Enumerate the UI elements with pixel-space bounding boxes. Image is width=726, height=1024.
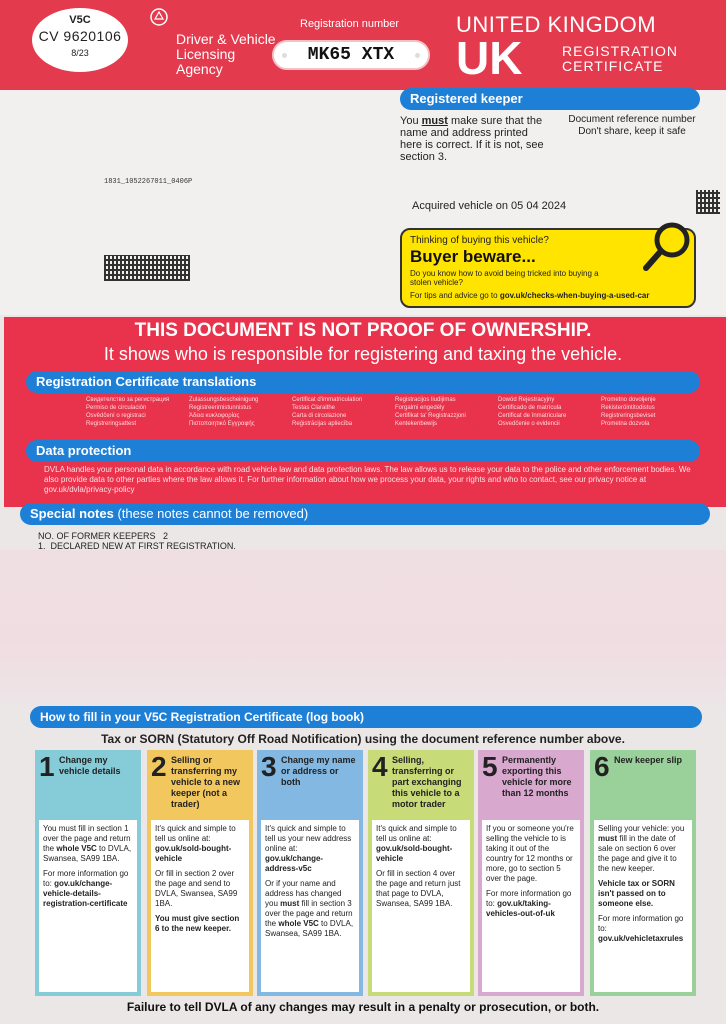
step-number: 4 (372, 751, 388, 782)
acquired-date: Acquired vehicle on 05 04 2024 (412, 200, 567, 212)
step-change-vehicle-details (35, 750, 141, 996)
translation-item: Πιστοποιητικό Εγγραφής (189, 421, 255, 427)
step-exporting (478, 750, 584, 996)
translation-item: Certificat d'immatriculation (292, 397, 363, 403)
special-notes-heading: Special notes (these notes cannot be removed) (20, 503, 710, 525)
translation-item: Registracijos liudijimas (395, 397, 456, 403)
step-title: Permanently exporting this vehicle for more than 12 months (502, 755, 572, 798)
step-title: Change my vehicle details (59, 755, 121, 776)
step-title: Change my name or address or both (281, 755, 356, 787)
step-body: If you or someone you're selling the vehicle to is taking it out of the country for 12 months or more, go to section 5 over the page. For more information go to: gov.uk/taking-vehicles-out-of-uk (482, 820, 580, 992)
translation-item: Osvědčení o registraci (86, 413, 146, 419)
step-number: 3 (261, 751, 277, 782)
step-link[interactable]: gov.uk/sold-bought-vehicle (155, 844, 232, 863)
step-number: 6 (594, 751, 610, 782)
country-code: UK (456, 32, 523, 84)
declared-new: 1. DECLARED NEW AT FIRST REGISTRATION. (38, 541, 236, 551)
step-number: 1 (39, 751, 55, 782)
step-body: It's quick and simple to tell us online at: gov.uk/sold-bought-vehicle Or fill in section 2 over the page and send to DVLA, Swansea, SA99 1BA. You must give section 6 to the new keeper. (151, 820, 249, 992)
translation-item: Prometna dozvola (601, 421, 650, 427)
translation-item: Zulassungsbescheinigung (189, 397, 259, 403)
step-change-name-address (257, 750, 363, 996)
step-body: It's quick and simple to tell us your new address online at: gov.uk/change-address-v5c Or if your name and address has changed you must fill in section 3 over the page and return the whole V5C to DVLA, Swansea, SA99 1BA. (261, 820, 359, 992)
translation-item: Registreringsbeviset (601, 413, 656, 419)
translation-item: Άδεια κυκλοφορίας (189, 413, 240, 419)
royal-crest-icon (148, 6, 170, 28)
translation-item: Osvedčenie o evidencii (498, 421, 560, 427)
beware-text: Do you know how to avoid being tricked into buying a stolen vehicle? (410, 269, 599, 287)
translation-item: Forgalmi engedély (395, 405, 445, 411)
step-link[interactable]: gov.uk/change-address-v5c (265, 854, 324, 873)
data-protection-heading: Data protection (26, 440, 700, 462)
step-link[interactable]: gov.uk/taking-vehicles-out-of-uk (486, 899, 555, 918)
beware-link[interactable]: gov.uk/checks-when-buying-a-used-car (499, 291, 650, 300)
edition: 8/23 (71, 48, 89, 58)
translation-item: Prometno dovoljenje (601, 397, 656, 403)
step-body: Selling your vehicle: you must fill in the date of sale on section 6 over the page and give it to the new keeper. Vehicle tax or SORN isn't passed on to someone else. For more information go to: gov.uk/vehicletaxrules (594, 820, 692, 992)
not-proof-title: THIS DOCUMENT IS NOT PROOF OF OWNERSHIP. (134, 320, 592, 341)
translation-item: Rekisteröintitodistus (601, 405, 655, 411)
failure-warning: Failure to tell DVLA of any changes may result in a penalty or prosecution, or both. (126, 1000, 600, 1014)
step-number: 5 (482, 751, 498, 782)
translation-item: Reģistrācijas apliecība (292, 421, 353, 427)
translation-item: Registreringsattest (86, 421, 137, 427)
step-link[interactable]: gov.uk/change-vehicle-details-registration-certificate (43, 879, 128, 908)
translation-item: Certificat de înmatriculare (498, 413, 567, 419)
data-protection-text: DVLA handles your personal data in accordance with road vehicle law and data protection laws. The law allows us to release your data to the police and other enforcement bodies. We also provide data to other parties where the law allows it. For further information about how we process your data, your rights and who to contact, see our privacy notice at gov.uk/dvla/privacy-policy (44, 465, 691, 494)
translation-item: Registreerimistunnistus (189, 405, 252, 411)
notes-area (0, 550, 726, 705)
registration-number: MK65 XTX (307, 45, 395, 65)
translation-item: Testas Claraithe (292, 405, 336, 411)
registration-label: Registration number (300, 18, 400, 30)
translation-item: Permiso de circulación (86, 405, 147, 411)
serial-number: CV 9620106 (38, 28, 122, 44)
translations-heading: Registration Certificate translations (26, 371, 700, 393)
responsible-subtitle: It shows who is responsible for registering and taxing the vehicle. (103, 344, 623, 364)
translation-item: Certificado de matrícula (498, 405, 562, 411)
form-code: V5C (69, 14, 91, 26)
step-selling-private (147, 750, 253, 996)
document-reference-note: Document reference number Don't share, keep it safe (568, 114, 696, 137)
registration-plate (272, 40, 430, 70)
step-new-keeper-slip (590, 750, 696, 996)
translation-item: Свидетелство за регистрация (86, 397, 170, 403)
v5c-badge (32, 8, 128, 72)
barcode-icon (104, 255, 190, 281)
beware-question: Thinking of buying this vehicle? (410, 235, 549, 246)
agency-name: Driver & Vehicle Licensing Agency (176, 31, 276, 77)
translation-item: Dowód Rejestracyjny (498, 397, 555, 403)
step-body: It's quick and simple to tell us online at: gov.uk/sold-bought-vehicle Or fill in section 4 over the page and return just that page to DVLA, Swansea, SA99 1BA. (372, 820, 470, 992)
former-keepers: NO. OF FORMER KEEPERS 2 (38, 531, 169, 541)
beware-title: Buyer beware... (410, 247, 536, 266)
step-body: You must fill in section 1 over the page and return the whole V5C to DVLA, Swansea, SA99 1BA. For more information go to: gov.uk/change-vehicle-details-registration-certificate (39, 820, 137, 992)
step-link[interactable]: gov.uk/sold-bought-vehicle (376, 844, 453, 863)
step-title: Selling or transferring my vehicle to a new keeper (not a trader) (171, 755, 241, 809)
barcode-icon (696, 190, 720, 214)
translation-item: Kentekenbewijs (395, 421, 438, 427)
certificate-title: REGISTRATION CERTIFICATE (562, 43, 678, 74)
keeper-note: You must make sure that the name and address printed here is correct. If it is not, see section 3. (400, 115, 544, 163)
tax-sorn-line: Tax or SORN (Statutory Off Road Notification) using the document reference number above. (101, 732, 625, 746)
translation-item: Certifikat ta' Registrazzjoni (395, 413, 466, 419)
country-title: UNITED KINGDOM (456, 12, 657, 37)
document-id: 1831_1052267011_0406P (104, 178, 193, 186)
step-title: New keeper slip (614, 755, 683, 765)
beware-link-line: For tips and advice go to gov.uk/checks-when-buying-a-used-car (410, 291, 650, 300)
step-number: 2 (151, 751, 167, 782)
translations-grid (86, 396, 696, 428)
step-selling-trader (368, 750, 474, 996)
registered-keeper-heading: Registered keeper (400, 88, 700, 110)
translation-item: Carta di circolazione (292, 413, 347, 419)
step-link[interactable]: gov.uk/vehicletaxrules (598, 934, 684, 943)
step-title: Selling, transferring or part exchanging this vehicle to a motor trader (392, 755, 462, 809)
magnifier-icon (640, 218, 698, 276)
special-notes-text (38, 531, 236, 551)
how-to-fill-heading: How to fill in your V5C Registration Certificate (log book) (30, 706, 702, 728)
